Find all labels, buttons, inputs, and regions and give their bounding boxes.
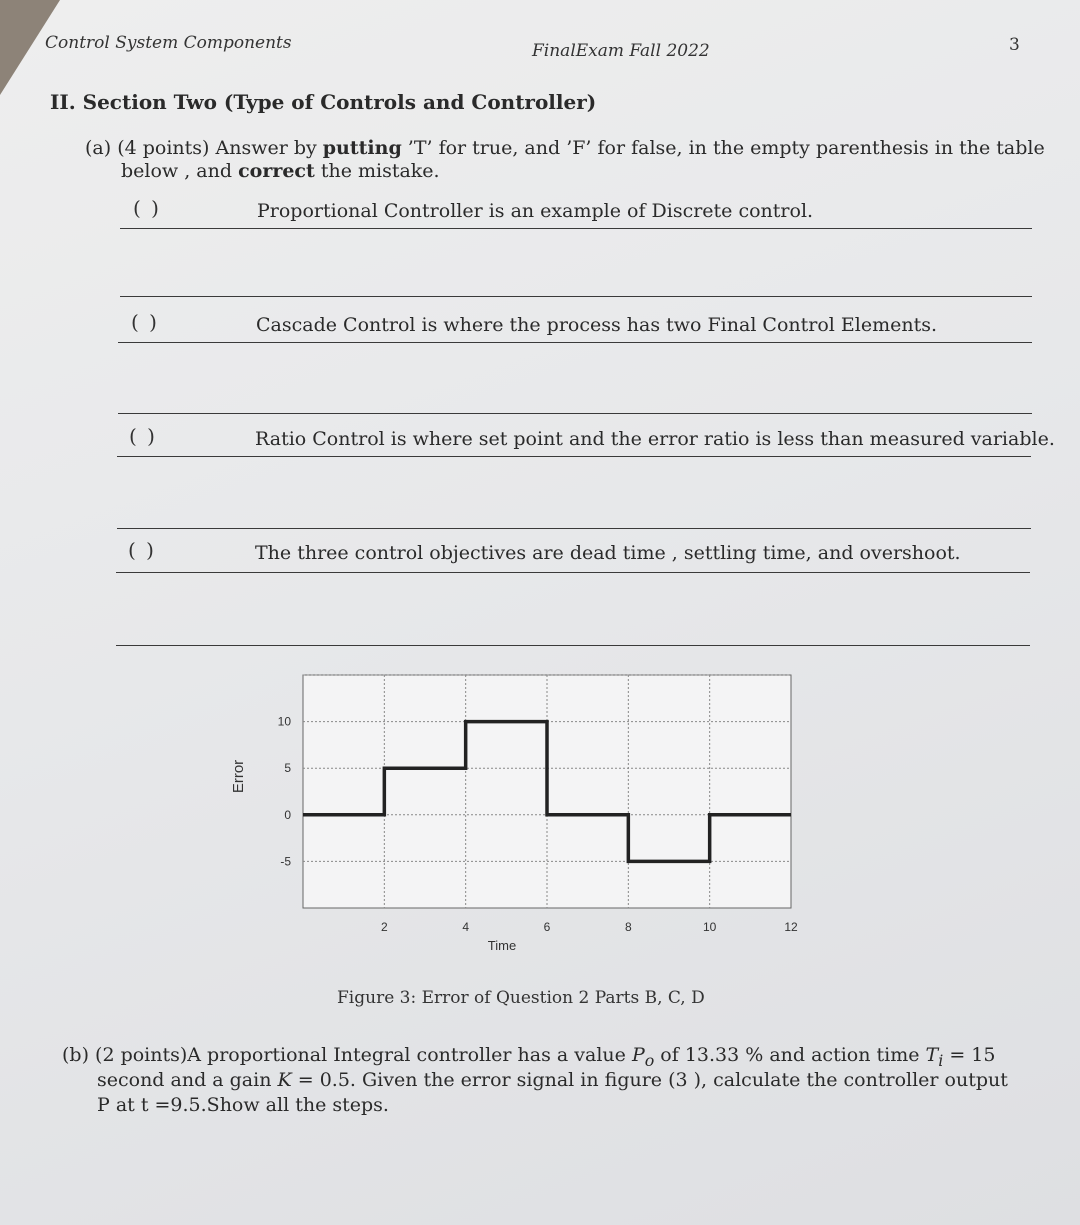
correction-rule-3[interactable] — [117, 528, 1031, 529]
answer-parenthesis-4[interactable]: ( ) — [128, 538, 156, 562]
section-title: II. Section Two (Type of Controls and Controller) — [50, 90, 597, 114]
y-tick-label: -5 — [280, 854, 291, 869]
page-number: 3 — [1009, 35, 1020, 55]
exam-header: FinalExam Fall 2022 — [532, 41, 710, 61]
part-a-line-1-post: ’T’ for true, and ’F’ for false, in the empty parenthesis in the table — [401, 137, 1045, 159]
part-a-line-1 — [85, 136, 1045, 160]
correction-rule-2[interactable] — [118, 413, 1032, 414]
answer-parenthesis-3[interactable]: ( ) — [129, 424, 157, 448]
statement-4: The three control objectives are dead time , settling time, and overshoot. — [255, 542, 961, 564]
x-tick-label: 2 — [380, 920, 388, 934]
part-b-line-3: P at t =9.5.Show all the steps. — [97, 1094, 389, 1116]
x-tick-label: 8 — [624, 920, 632, 934]
y-tick-label: 5 — [284, 761, 291, 776]
part-b-line-2 — [97, 1068, 1008, 1092]
x-tick-label: 12 — [784, 920, 798, 934]
y-axis-label: Error — [230, 759, 247, 794]
part-a-bold-correct: correct — [238, 160, 315, 182]
statement-2: Cascade Control is where the process has two Final Control Elements. — [256, 314, 938, 336]
correction-rule-4[interactable] — [116, 645, 1030, 646]
po-subscript: o — [644, 1050, 655, 1070]
answer-parenthesis-2[interactable]: ( ) — [131, 310, 159, 334]
answer-rule-2a — [118, 342, 1032, 343]
figure-caption: Figure 3: Error of Question 2 Parts B, C, D — [337, 988, 705, 1008]
answer-parenthesis-1[interactable]: ( ) — [133, 196, 161, 220]
course-header: Control System Components — [45, 33, 292, 53]
part-b-line-1-pre: (b) (2 points)A proportional Integral controller has a value — [62, 1044, 632, 1066]
ti-symbol: T — [925, 1044, 939, 1066]
po-symbol: P — [631, 1044, 645, 1066]
x-tick-label: 4 — [462, 920, 470, 934]
x-tick-label: 6 — [543, 920, 551, 934]
ti-subscript: i — [938, 1050, 944, 1070]
k-symbol: K — [277, 1069, 292, 1091]
part-b-line-1-mid: of 13.33 % and action time — [654, 1044, 926, 1066]
error-chart — [215, 660, 815, 970]
part-a-bold-putting: putting — [322, 137, 402, 159]
answer-rule-4a — [116, 572, 1030, 573]
y-tick-label: 0 — [284, 807, 291, 822]
y-tick-label: 10 — [277, 714, 291, 729]
correction-rule-1[interactable] — [120, 296, 1032, 297]
statement-1: Proportional Controller is an example of Discrete control. — [257, 200, 814, 222]
x-tick-label: 10 — [702, 920, 717, 934]
part-a-line-2-pre: below , and — [121, 160, 239, 182]
part-b-line-2-post: = 0.5. Given the error signal in figure (3 ), calculate the controller output — [291, 1069, 1008, 1091]
part-b-line-1-post: = 15 — [943, 1044, 996, 1066]
statement-3: Ratio Control is where set point and the error ratio is less than measured variable. — [255, 428, 1055, 450]
part-b-line-2-pre: second and a gain — [97, 1069, 278, 1091]
part-a-line-1-pre: (a) (4 points) Answer by — [85, 137, 323, 159]
answer-rule-3a — [117, 456, 1031, 457]
answer-rule-1a — [120, 228, 1032, 229]
x-axis-label: Time — [487, 938, 517, 953]
part-a-line-2 — [121, 159, 440, 183]
part-a-line-2-post: the mistake. — [314, 160, 440, 182]
